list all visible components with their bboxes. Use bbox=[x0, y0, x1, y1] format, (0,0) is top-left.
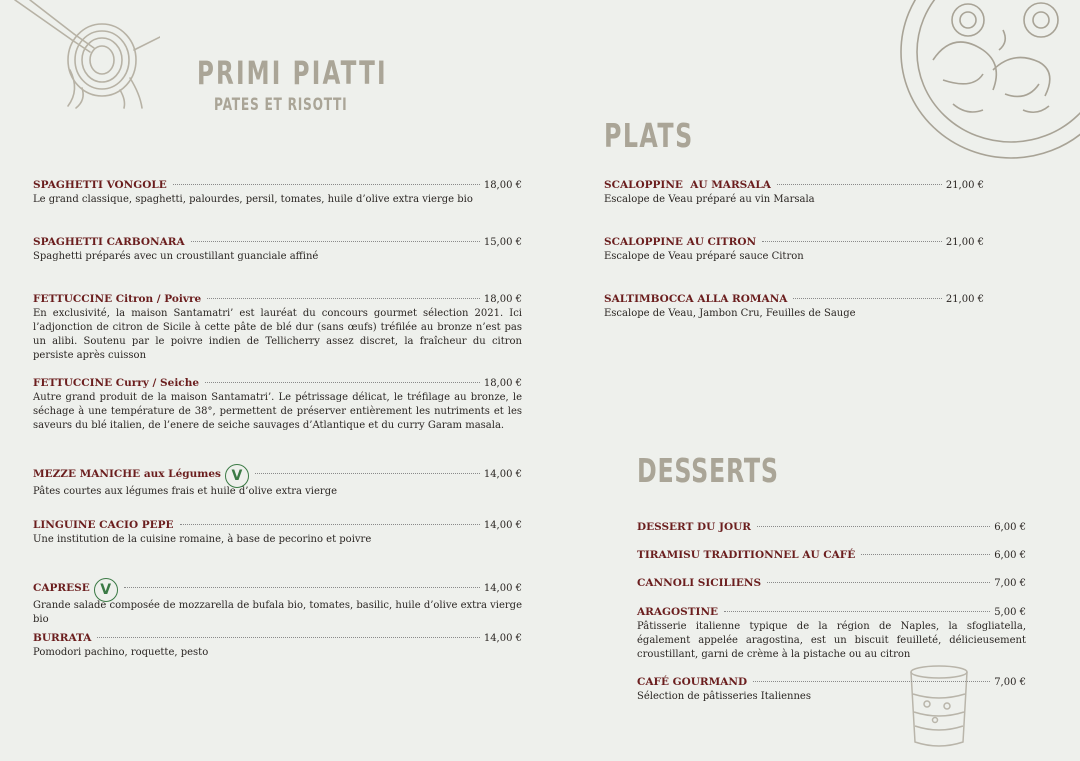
item-name: CANNOLI SICILIENS bbox=[637, 577, 762, 589]
item-price: 18,00 € bbox=[483, 294, 522, 305]
item-description: En exclusivité, la maison Santamatri’ est lauréat du concours gourmet sélection 2021. Ici l’adjonction de citron de Sicile à cette pâte de blé dur (sans œufs) tréfilée au bronze n’est pas un alibi. Soutenu par le poivre indien de Tellicherry assez discret, la fraîcheur du citron persiste après cuisson bbox=[33, 308, 522, 361]
menu-item bbox=[33, 376, 522, 433]
item-price: 18,00 € bbox=[483, 378, 522, 389]
menu-item bbox=[604, 292, 984, 321]
item-description: Escalope de Veau préparé au vin Marsala bbox=[604, 194, 815, 205]
item-description: Le grand classique, spaghetti, palourdes, persil, tomates, huile d’olive extra vierge bio bbox=[33, 194, 473, 205]
item-price: 7,00 € bbox=[994, 677, 1026, 688]
menu-item bbox=[33, 235, 522, 264]
item-price: 14,00 € bbox=[483, 633, 522, 644]
item-description: Pâtisserie italienne typique de la région de Naples, la sfogliatella, également appelée aragostina, est un biscuit feuilleté, délicieusement croustillant, garni de crème à la pistache ou au citron bbox=[637, 621, 1026, 660]
primi-piatti-heading: PRIMI PIATTI bbox=[197, 54, 388, 92]
item-name: ARAGOSTINE bbox=[637, 606, 719, 618]
menu-item bbox=[604, 178, 984, 207]
menu-item bbox=[33, 292, 522, 363]
item-name: CAFÉ GOURMAND bbox=[637, 676, 748, 688]
item-name: SALTIMBOCCA ALLA ROMANA bbox=[604, 293, 788, 305]
vegetarian-icon: V bbox=[225, 464, 249, 488]
item-price: 6,00 € bbox=[994, 550, 1026, 561]
item-price: 14,00 € bbox=[483, 469, 522, 480]
menu-item bbox=[33, 518, 522, 547]
vegetarian-icon: V bbox=[94, 578, 118, 602]
item-name: BURRATA bbox=[33, 632, 92, 644]
item-name: DESSERT DU JOUR bbox=[637, 521, 751, 533]
item-name: SPAGHETTI CARBONARA bbox=[33, 236, 185, 248]
menu-item bbox=[33, 575, 522, 627]
item-description: Pâtes courtes aux légumes frais et huile d’olive extra vierge bbox=[33, 486, 338, 497]
item-price: 7,00 € bbox=[994, 578, 1026, 589]
menu-item bbox=[604, 235, 984, 264]
item-name: SPAGHETTI VONGOLE bbox=[33, 179, 167, 191]
item-price: 21,00 € bbox=[945, 180, 984, 191]
item-description: Escalope de Veau préparé sauce Citron bbox=[604, 251, 804, 262]
item-description: Une institution de la cuisine romaine, à base de pecorino et poivre bbox=[33, 534, 372, 545]
item-name: FETTUCCINE Curry / Seiche bbox=[33, 377, 200, 389]
item-price: 14,00 € bbox=[483, 583, 522, 594]
menu-item bbox=[637, 520, 1026, 535]
pates-risotti-subheading: PATES ET RISOTTI bbox=[214, 95, 348, 115]
item-description: Grande salade composée de mozzarella de bufala bio, tomates, basilic, huile d’olive extra vierge bio bbox=[33, 600, 522, 625]
item-name: TIRAMISU TRADITIONNEL AU CAFÉ bbox=[637, 549, 856, 561]
item-name: SCALOPPINE AU MARSALA bbox=[604, 179, 771, 191]
item-price: 6,00 € bbox=[994, 522, 1026, 533]
plats-heading: PLATS bbox=[604, 116, 694, 155]
item-name: MEZZE MANICHE aux Légumes bbox=[33, 468, 221, 480]
item-price: 21,00 € bbox=[945, 237, 984, 248]
fork-pasta-illustration-icon bbox=[10, 0, 160, 112]
item-name: FETTUCCINE Citron / Poivre bbox=[33, 293, 202, 305]
item-description: Escalope de Veau, Jambon Cru, Feuilles de Sauge bbox=[604, 308, 856, 319]
desserts-heading: DESSERTS bbox=[637, 451, 779, 490]
item-price: 21,00 € bbox=[945, 294, 984, 305]
item-price: 15,00 € bbox=[483, 237, 522, 248]
pasta-plate-illustration-icon bbox=[893, 0, 1080, 160]
item-price: 18,00 € bbox=[483, 180, 522, 191]
menu-item bbox=[33, 461, 522, 499]
item-description: Sélection de pâtisseries Italiennes bbox=[637, 691, 811, 702]
item-description: Pomodori pachino, roquette, pesto bbox=[33, 647, 209, 658]
item-description: Autre grand produit de la maison Santamatri’. Le pétrissage délicat, le tréfilage au bronze, le séchage à une température de 38°, permettent de préserver entièrement les nutriments et les saveurs du blé italien, de l’enere de seiche sauvages d’Atlantique et du curry Garam masala. bbox=[33, 392, 522, 431]
item-name: CAPRESE bbox=[33, 582, 90, 594]
item-description: Spaghetti préparés avec un croustillant guanciale affiné bbox=[33, 251, 319, 262]
menu-item bbox=[33, 631, 522, 660]
item-name: LINGUINE CACIO PEPE bbox=[33, 519, 174, 531]
item-name: SCALOPPINE AU CITRON bbox=[604, 236, 757, 248]
menu-item bbox=[637, 675, 1026, 704]
menu-item bbox=[637, 605, 1026, 662]
menu-item bbox=[637, 576, 1026, 591]
item-price: 5,00 € bbox=[994, 607, 1026, 618]
menu-item bbox=[637, 548, 1026, 563]
item-price: 14,00 € bbox=[483, 520, 522, 531]
menu-item bbox=[33, 178, 522, 207]
